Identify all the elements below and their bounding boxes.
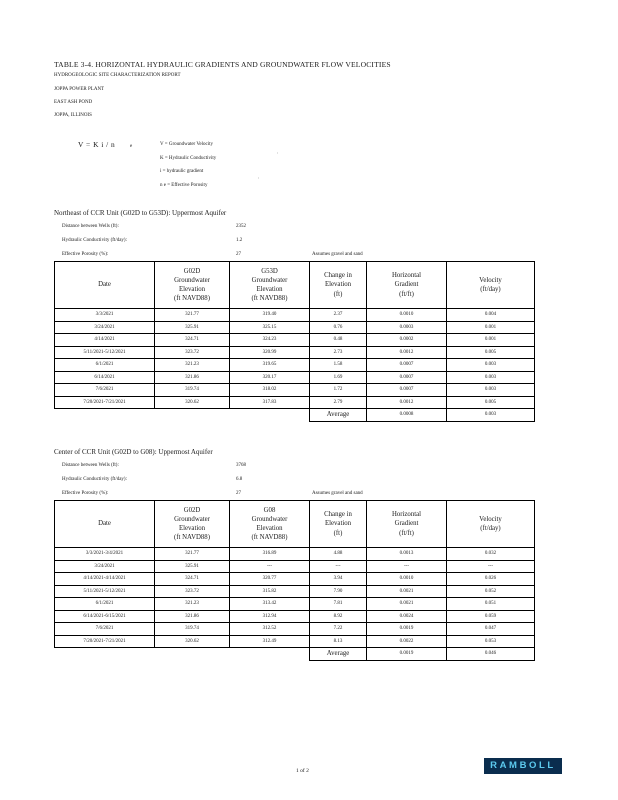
table-row [55,384,535,397]
table-row [55,610,535,623]
cell-date: 6/14/2021-6/15/2021 [55,610,155,623]
cell-well2-elevation: 320.77 [230,573,310,586]
cell-change: 2.37 [310,309,367,322]
cell-change: 8.92 [310,610,367,623]
param-label-conductivity: Hydraulic Conductivity (ft/day): [62,238,127,243]
cell-velocity: 0.026 [447,573,535,586]
average-velocity: 0.046 [447,648,535,661]
column-header-change: Change in Elevation (ft) [310,262,367,309]
report-name: HYDROGEOLOGIC SITE CHARACTERIZATION REPORT [54,73,181,78]
legend-velocity: V = Groundwater Velocity [160,142,214,147]
param-value-distance: 2352 [236,224,246,229]
param-label-conductivity: Hydraulic Conductivity (ft/day): [62,477,127,482]
table-row [55,371,535,384]
cell-change: 1.58 [310,359,367,372]
cell-gradient: 0.0019 [367,623,447,636]
cell-change: 7.22 [310,623,367,636]
cell-change: 8.13 [310,635,367,648]
cell-date: 5/11/2021-5/12/2021 [55,585,155,598]
page-number: 1 of 2 [296,768,309,774]
param-value-distance: 3768 [236,463,246,468]
cell-well2-elevation: 312.94 [230,610,310,623]
cell-velocity: 0.001 [447,334,535,347]
param-value-conductivity: 1.2 [236,238,243,243]
cell-date: 6/14/2021 [55,371,155,384]
param-label-porosity: Effective Porosity (%): [62,491,109,496]
column-header-g02d: G02D Groundwater Elevation (ft NAVD88) [155,501,230,548]
param-label-distance: Distance between Wells (ft): [62,463,119,468]
pond-name: EAST ASH POND [54,100,93,105]
cell-velocity: 0.053 [447,635,535,648]
column-header-g08: G08 Groundwater Elevation (ft NAVD88) [230,501,310,548]
table-title: TABLE 3-4. HORIZONTAL HYDRAULIC GRADIENTS AND GROUNDWATER FLOW VELOCITIES [54,60,391,69]
section-heading-northeast: Northeast of CCR Unit (G02D to G53D): Uppermost Aquifer [54,209,227,217]
tick-mark: ' [277,153,278,158]
tick-mark: ' [258,178,259,183]
cell-g02d-elevation: 321.86 [155,610,230,623]
column-header-velocity: Velocity (ft/day) [447,262,535,309]
cell-g02d-elevation: 321.77 [155,548,230,561]
cell-velocity: 0.001 [447,321,535,334]
table-row [55,309,535,322]
cell-date: 7/20/2021-7/21/2021 [55,396,155,409]
param-value-porosity: 27 [236,491,241,496]
cell-well2-elevation: 319.65 [230,359,310,372]
table-row [55,623,535,636]
column-header-date: Date [55,501,155,548]
gradient-table-northeast [54,261,535,422]
cell-g02d-elevation: 324.71 [155,334,230,347]
cell-g02d-elevation: 324.71 [155,573,230,586]
cell-change: 0.48 [310,334,367,347]
cell-well2-elevation: 315.82 [230,585,310,598]
cell-velocity: 0.047 [447,623,535,636]
cell-velocity: 0.059 [447,610,535,623]
table-row [55,585,535,598]
cell-well2-elevation: 316.89 [230,548,310,561]
param-value-conductivity: 6.8 [236,477,243,482]
cell-change: 2.79 [310,396,367,409]
ramboll-logo: RAMBOLL [484,758,562,774]
cell-date: 6/1/2021 [55,359,155,372]
cell-date: 3/3/2021 [55,309,155,322]
cell-date: 7/6/2021 [55,384,155,397]
plant-name: JOPPA POWER PLANT [54,87,105,92]
cell-gradient: 0.0002 [367,334,447,347]
param-note-porosity: Assumes gravel and sand [312,491,363,496]
average-gradient: 0.0008 [367,409,447,422]
average-row [55,409,535,422]
table-row [55,321,535,334]
cell-date: 6/1/2021 [55,598,155,611]
location: JOPPA, ILLINOIS [54,113,92,118]
cell-change: 2.73 [310,346,367,359]
cell-well2-elevation: 318.02 [230,384,310,397]
cell-g02d-elevation: 321.23 [155,359,230,372]
cell-well2-elevation: 320.17 [230,371,310,384]
cell-velocity: 0.005 [447,396,535,409]
cell-date: 3/24/2021 [55,560,155,573]
cell-well2-elevation: 320.99 [230,346,310,359]
cell-date: 5/11/2021-5/12/2021 [55,346,155,359]
section-heading-center: Center of CCR Unit (G02D to G08): Uppermost Aquifer [54,448,213,456]
table-row [55,598,535,611]
cell-well2-elevation: 313.42 [230,598,310,611]
average-label: Average [310,648,367,661]
table-row [55,346,535,359]
cell-change: 7.81 [310,598,367,611]
cell-change: 3.94 [310,573,367,586]
cell-g02d-elevation: 323.72 [155,585,230,598]
param-value-porosity: 27 [236,252,241,257]
cell-date: 7/6/2021 [55,623,155,636]
cell-g02d-elevation: 319.74 [155,384,230,397]
cell-gradient: --- [367,560,447,573]
average-velocity: 0.003 [447,409,535,422]
table-header-row [55,262,535,309]
cell-gradient: 0.0007 [367,371,447,384]
table-row [55,560,535,573]
average-gradient: 0.0019 [367,648,447,661]
cell-well2-elevation: 317.83 [230,396,310,409]
table-row [55,635,535,648]
cell-gradient: 0.0013 [367,548,447,561]
cell-date: 3/24/2021 [55,321,155,334]
cell-velocity: 0.003 [447,384,535,397]
cell-change: --- [310,560,367,573]
cell-gradient: 0.0007 [367,359,447,372]
velocity-formula: V = K i / n [78,140,116,149]
legend-porosity: n e = Effective Porosity [160,183,208,188]
cell-change: 7.90 [310,585,367,598]
param-label-porosity: Effective Porosity (%): [62,252,109,257]
cell-g02d-elevation: 321.86 [155,371,230,384]
cell-well2-elevation: 319.40 [230,309,310,322]
cell-g02d-elevation: 321.23 [155,598,230,611]
cell-gradient: 0.0024 [367,610,447,623]
cell-gradient: 0.0021 [367,598,447,611]
legend-gradient: i = hydraulic gradient [160,169,204,174]
column-header-g02d: G02D Groundwater Elevation (ft NAVD88) [155,262,230,309]
cell-gradient: 0.0021 [367,585,447,598]
cell-velocity: 0.032 [447,548,535,561]
table-row [55,334,535,347]
cell-velocity: 0.005 [447,346,535,359]
cell-gradient: 0.0010 [367,309,447,322]
cell-date: 3/3/2021-3/4/2021 [55,548,155,561]
column-header-g53d: G53D Groundwater Elevation (ft NAVD88) [230,262,310,309]
cell-gradient: 0.0007 [367,384,447,397]
average-row [55,648,535,661]
cell-gradient: 0.0022 [367,635,447,648]
cell-well2-elevation: 325.15 [230,321,310,334]
param-label-distance: Distance between Wells (ft): [62,224,119,229]
average-label: Average [310,409,367,422]
column-header-gradient: Horizontal Gradient (ft/ft) [367,501,447,548]
cell-gradient: 0.0012 [367,396,447,409]
cell-g02d-elevation: 320.62 [155,396,230,409]
cell-gradient: 0.0010 [367,573,447,586]
legend-conductivity: K = Hydraulic Conductivity [160,156,217,161]
table-row [55,359,535,372]
cell-well2-elevation: 324.23 [230,334,310,347]
cell-velocity: 0.003 [447,359,535,372]
table-row [55,573,535,586]
formula-subscript: e [130,144,133,149]
cell-g02d-elevation: 323.72 [155,346,230,359]
cell-g02d-elevation: 325.91 [155,321,230,334]
table-header-row [55,501,535,548]
cell-velocity: 0.003 [447,371,535,384]
table-row [55,396,535,409]
cell-gradient: 0.0003 [367,321,447,334]
gradient-table-center [54,500,535,661]
cell-g02d-elevation: 325.91 [155,560,230,573]
cell-change: 0.76 [310,321,367,334]
column-header-gradient: Horizontal Gradient (ft/ft) [367,262,447,309]
cell-change: 1.69 [310,371,367,384]
column-header-date: Date [55,262,155,309]
cell-change: 1.72 [310,384,367,397]
cell-g02d-elevation: 321.77 [155,309,230,322]
param-note-porosity: Assumes gravel and sand [312,252,363,257]
cell-well2-elevation: --- [230,560,310,573]
cell-g02d-elevation: 319.74 [155,623,230,636]
cell-velocity: 0.004 [447,309,535,322]
cell-well2-elevation: 312.52 [230,623,310,636]
cell-g02d-elevation: 320.62 [155,635,230,648]
cell-change: 4.88 [310,548,367,561]
table-row [55,548,535,561]
cell-well2-elevation: 312.49 [230,635,310,648]
cell-velocity: --- [447,560,535,573]
cell-date: 4/14/2021 [55,334,155,347]
cell-date: 4/14/2021-4/14/2021 [55,573,155,586]
cell-velocity: 0.051 [447,598,535,611]
column-header-velocity: Velocity (ft/day) [447,501,535,548]
cell-gradient: 0.0012 [367,346,447,359]
cell-date: 7/20/2021-7/21/2021 [55,635,155,648]
column-header-change: Change in Elevation (ft) [310,501,367,548]
cell-velocity: 0.052 [447,585,535,598]
